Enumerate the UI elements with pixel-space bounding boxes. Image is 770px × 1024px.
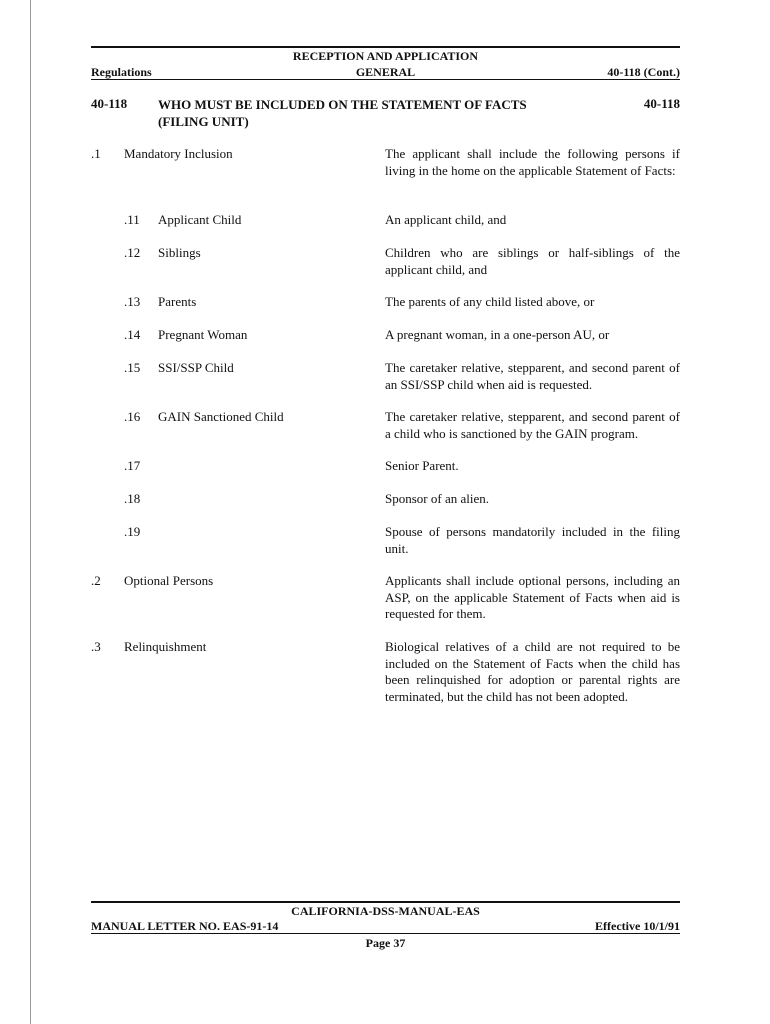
section-title: [158, 96, 527, 130]
item-number: .17: [124, 458, 141, 473]
item-number: .14: [124, 327, 141, 342]
item-text: A pregnant woman, in a one-person AU, or: [385, 327, 610, 342]
item-number: .12: [124, 245, 141, 260]
header-bottom-rule: [91, 79, 680, 80]
item-number: .18: [124, 491, 141, 506]
item-label: Parents: [158, 294, 197, 309]
section-number-right: 40-118: [643, 96, 680, 111]
footer-bottom-rule: [91, 933, 680, 934]
header-left-label: Regulations: [91, 65, 152, 79]
item-number: .15: [124, 360, 141, 375]
item-text: The caretaker relative, stepparent, and second parent of a child who is sanctioned by the GAIN program.: [385, 409, 680, 441]
header-title: RECEPTION AND APPLICATION: [292, 49, 479, 63]
item-label: Applicant Child: [158, 212, 242, 227]
item-text: The caretaker relative, stepparent, and second parent of an SSI/SSP child when aid is requested.: [385, 360, 680, 392]
section-title-line2: (FILING UNIT): [158, 114, 249, 129]
page-edge-line: [30, 0, 31, 1024]
item-number: .13: [124, 294, 141, 309]
item-number: .11: [124, 212, 140, 227]
item-number: .3: [91, 639, 101, 654]
header-section-ref: 40-118 (Cont.): [607, 65, 680, 79]
item-text: The parents of any child listed above, or: [385, 294, 595, 309]
section-number: 40-118: [91, 96, 128, 111]
item-text: Applicants shall include optional persons, including an ASP, on the applicable Statement of Facts when aid is requested for them.: [385, 573, 680, 621]
footer-manual-letter: MANUAL LETTER NO. EAS-91-14: [91, 919, 279, 933]
item-text: The applicant shall include the following persons if living in the home on the applicable Statement of Facts:: [385, 146, 680, 178]
item-text: Biological relatives of a child are not required to be included on the Statement of Facts when the child has been relinquished for adoption or parental rights are terminated, but the child has not been adopted.: [385, 639, 680, 704]
item-number: .2: [91, 573, 101, 588]
footer-effective-date: Effective 10/1/91: [595, 919, 680, 933]
item-number: .1: [91, 146, 101, 161]
item-text: An applicant child, and: [385, 212, 507, 227]
item-text: Senior Parent.: [385, 458, 459, 473]
item-label: Relinquishment: [124, 639, 207, 654]
section-title-line1: WHO MUST BE INCLUDED ON THE STATEMENT OF FACTS: [158, 97, 527, 112]
item-label: Optional Persons: [124, 573, 214, 588]
item-number: .19: [124, 524, 141, 539]
page-number: Page 37: [365, 936, 406, 950]
item-label: GAIN Sanctioned Child: [158, 409, 284, 424]
item-label: Pregnant Woman: [158, 327, 248, 342]
item-label: SSI/SSP Child: [158, 360, 234, 375]
item-label: Siblings: [158, 245, 201, 260]
item-label: Mandatory Inclusion: [124, 146, 233, 161]
header-subtitle: GENERAL: [355, 65, 416, 79]
item-number: .16: [124, 409, 141, 424]
item-text: Spouse of persons mandatorily included in the filing unit.: [385, 524, 680, 556]
item-text: Children who are siblings or half-siblings of the applicant child, and: [385, 245, 680, 277]
header-top-rule: [91, 46, 680, 48]
item-text: Sponsor of an alien.: [385, 491, 489, 506]
footer-manual-name: CALIFORNIA-DSS-MANUAL-EAS: [291, 904, 480, 918]
footer-top-rule: [91, 901, 680, 903]
